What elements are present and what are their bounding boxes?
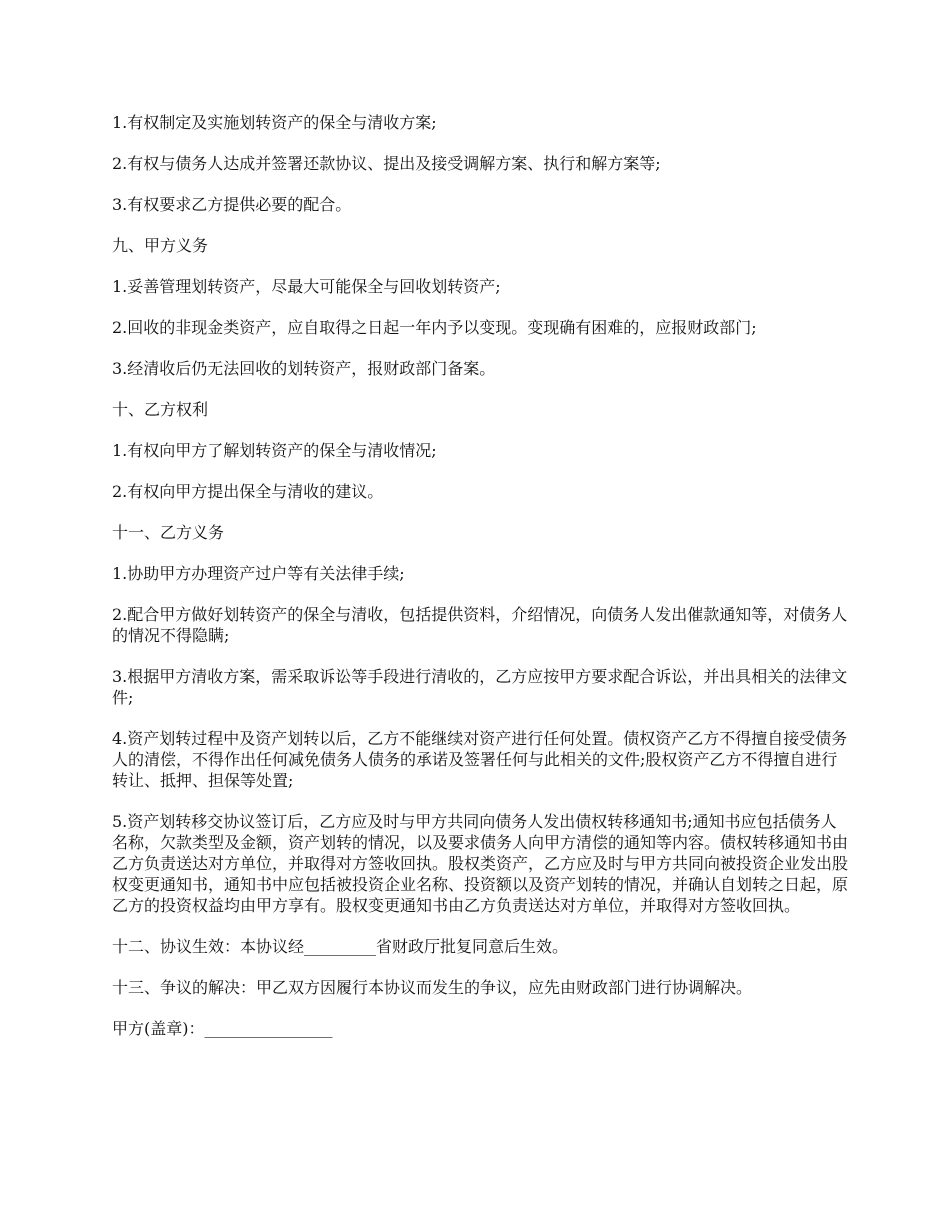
paragraph-obligation-3: 3.经清收后仍无法回收的划转资产，报财政部门备案。 [112, 359, 496, 378]
paragraph-rights-1: 1.有权制定及实施划转资产的保全与清收方案; [112, 113, 437, 132]
paragraph-obligation-1: 1.妥善管理划转资产，尽最大可能保全与回收划转资产; [112, 277, 501, 296]
paragraph-b-obligation-4: 4.资产划转过程中及资产划转以后，乙方不能继续对资产进行任何处置。债权资产乙方不得擅自接受债务人的清偿，不得作出任何减免债务人债务的承诺及签署任何与此相关的文件;股权资产乙方不得擅自进行转让、抵押、担保等处置; [112, 729, 848, 790]
paragraph-effectiveness: 十二、协议生效：本协议经_________省财政厅批复同意后生效。 [112, 937, 569, 956]
paragraph-dispute-resolution: 十三、争议的解决：甲乙双方因履行本协议而发生的争议，应先由财政部门进行协调解决。 [112, 978, 753, 997]
paragraph-b-obligation-5: 5.资产划转移交协议签订后，乙方应及时与甲方共同向债务人发出债权转移通知书;通知书应包括债务人名称，欠款类型及金额，资产划转的情况，以及要求债务人向甲方清偿的通知等内容。债权转移通知书由乙方负责送达对方单位，并取得对方签收回执。股权类资产，乙方应及时与甲方共同向被投资企业发出股权变更通知书，通知书中应包括被投资企业名称、投资额以及资产划转的情况，并确认自划转之日起，原乙方的投资权益均由甲方享有。股权变更通知书由乙方负责送达对方单位，并取得对方签收回执。 [112, 812, 849, 915]
paragraph-obligation-2: 2.回收的非现金类资产，应自取得之日起一年内予以变现。变现确有困难的，应报财政部门; [112, 318, 757, 337]
section-heading-party-b-obligations: 十一、乙方义务 [112, 523, 225, 542]
paragraph-b-right-1: 1.有权向甲方了解划转资产的保全与清收情况; [112, 441, 437, 460]
section-heading-party-a-obligations: 九、甲方义务 [112, 236, 209, 255]
paragraph-rights-3: 3.有权要求乙方提供必要的配合。 [112, 195, 352, 214]
paragraph-b-right-2: 2.有权向甲方提出保全与清收的建议。 [112, 482, 384, 501]
paragraph-b-obligation-1: 1.协助甲方办理资产过户等有关法律手续; [112, 564, 405, 583]
document-body [112, 112, 850, 1039]
paragraph-b-obligation-2: 2.配合甲方做好划转资产的保全与清收，包括提供资料，介绍情况，向债务人发出催款通知等，对债务人的情况不得隐瞒; [112, 605, 848, 645]
party-a-signature-line: 甲方(盖章)：________________ [112, 1019, 333, 1038]
paragraph-b-obligation-3: 3.根据甲方清收方案，需采取诉讼等手段进行清收的，乙方应按甲方要求配合诉讼，并出具相关的法律文件; [112, 667, 848, 707]
section-heading-party-b-rights: 十、乙方权利 [112, 400, 209, 419]
paragraph-rights-2: 2.有权与债务人达成并签署还款协议、提出及接受调解方案、执行和解方案等; [112, 154, 661, 173]
